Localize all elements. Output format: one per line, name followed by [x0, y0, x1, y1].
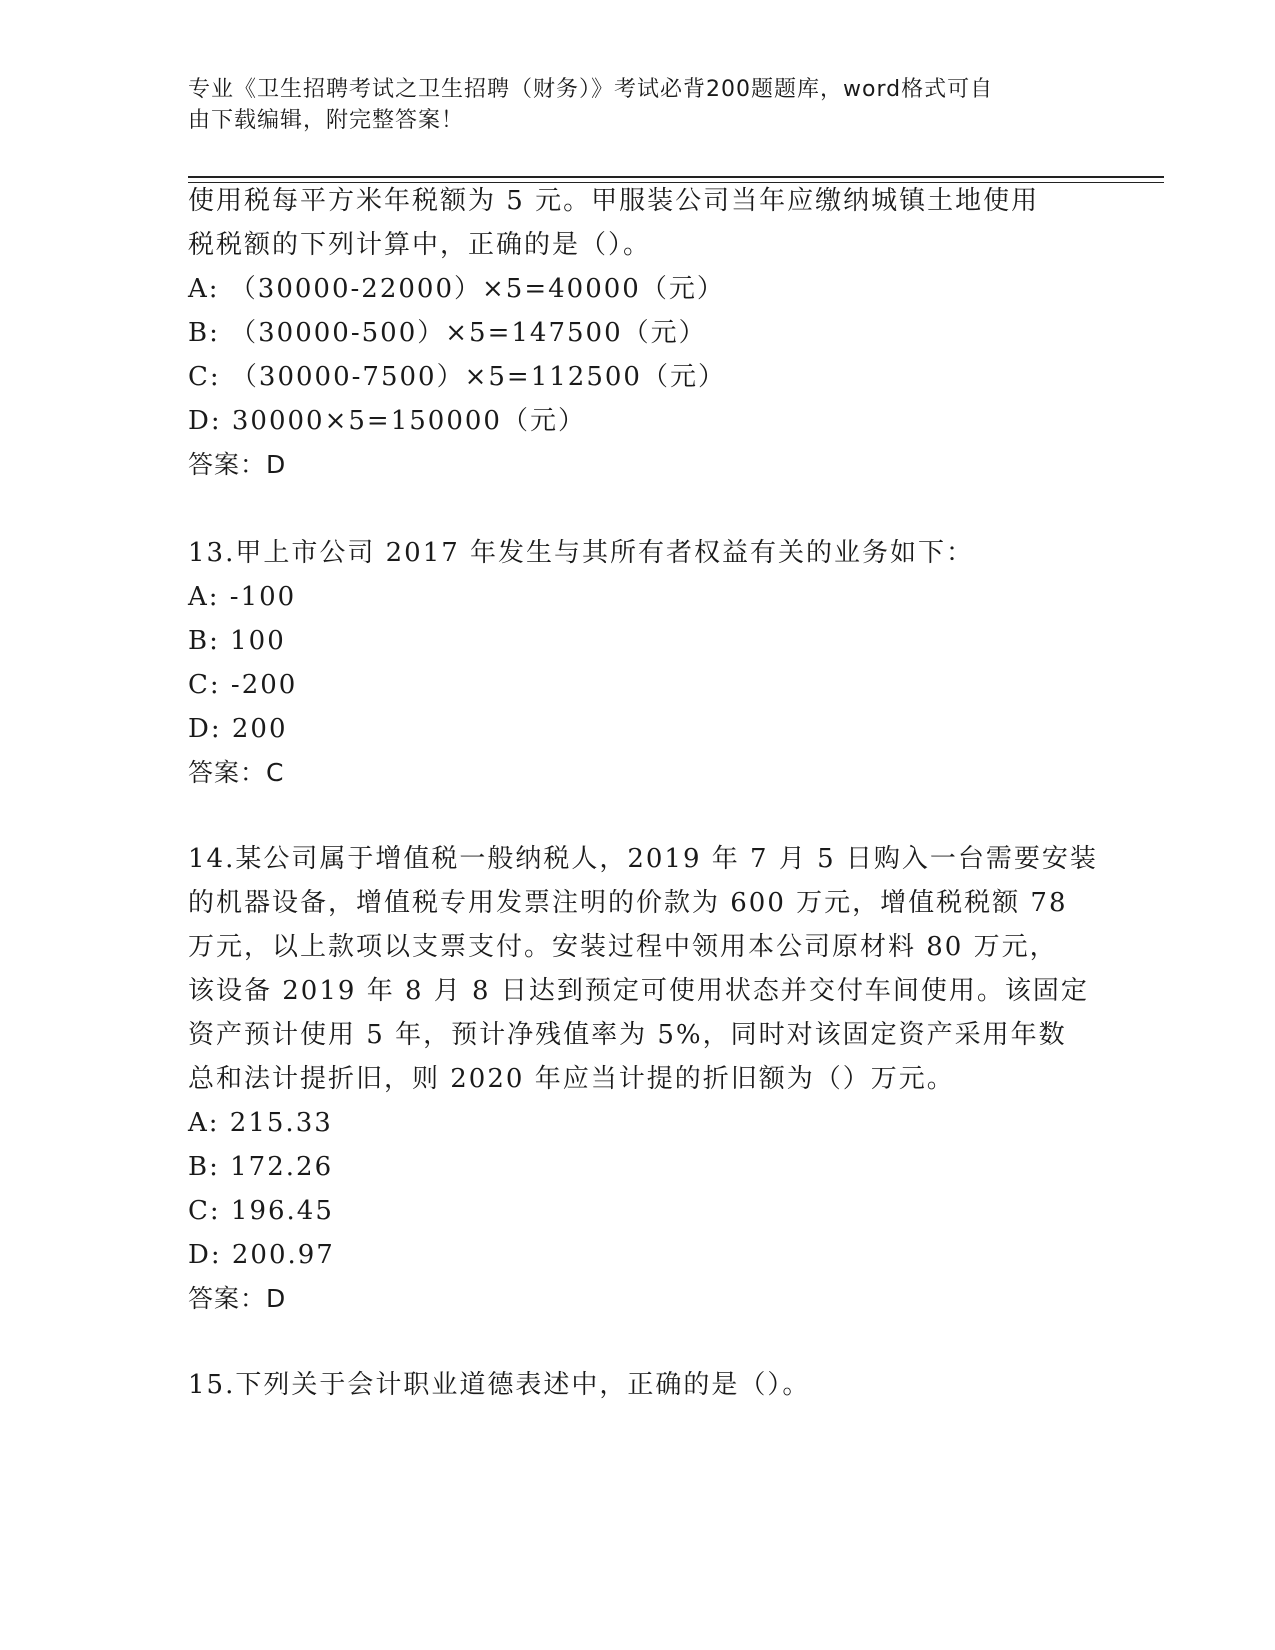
option-b: B: 100	[188, 626, 286, 656]
question-text: 该设备 2019 年 8 月 8 日达到预定可使用状态并交付车间使用。该固定	[188, 976, 1089, 1006]
header-divider-thin	[188, 182, 1164, 183]
option-a: A: （30000-22000）×5=40000（元）	[188, 274, 725, 304]
question-text: 使用税每平方米年税额为 5 元。甲服装公司当年应缴纳城镇土地使用	[188, 186, 1040, 216]
option-b: B: 172.26	[188, 1152, 334, 1182]
question-text: 万元，以上款项以支票支付。安装过程中领用本公司原材料 80 万元，	[188, 932, 1058, 962]
question-text: 的机器设备，增值税专用发票注明的价款为 600 万元，增值税税额 78	[188, 888, 1068, 918]
option-c: C: （30000-7500）×5=112500（元）	[188, 362, 726, 392]
question-text: 13.甲上市公司 2017 年发生与其所有者权益有关的业务如下：	[188, 538, 975, 568]
option-c: C: 196.45	[188, 1196, 334, 1226]
question-text: 总和法计提折旧，则 2020 年应当计提的折旧额为（）万元。	[188, 1064, 955, 1094]
document-header	[188, 74, 1088, 136]
question-text: 14.某公司属于增值税一般纳税人，2019 年 7 月 5 日购入一台需要安装	[188, 844, 1098, 874]
header-line: 由下载编辑，附完整答案！	[188, 108, 465, 133]
option-d: D: 200	[188, 714, 288, 744]
header-line: 专业《卫生招聘考试之卫生招聘（财务）》考试必背200题题库，word格式可自	[188, 77, 994, 102]
option-d: D: 200.97	[188, 1240, 335, 1270]
answer: 答案：D	[188, 450, 287, 479]
answer: 答案：D	[188, 1284, 287, 1313]
question-text: 税税额的下列计算中，正确的是（）。	[188, 230, 652, 260]
question-text: 15.下列关于会计职业道德表述中，正确的是（）。	[188, 1370, 811, 1400]
option-a: A: -100	[188, 582, 297, 612]
option-b: B: （30000-500）×5=147500（元）	[188, 318, 707, 348]
answer: 答案：C	[188, 758, 285, 787]
option-c: C: -200	[188, 670, 298, 700]
option-d: D: 30000×5=150000（元）	[188, 406, 586, 436]
header-divider	[188, 176, 1164, 178]
option-a: A: 215.33	[188, 1108, 333, 1138]
question-text: 资产预计使用 5 年，预计净残值率为 5%，同时对该固定资产采用年数	[188, 1020, 1067, 1050]
